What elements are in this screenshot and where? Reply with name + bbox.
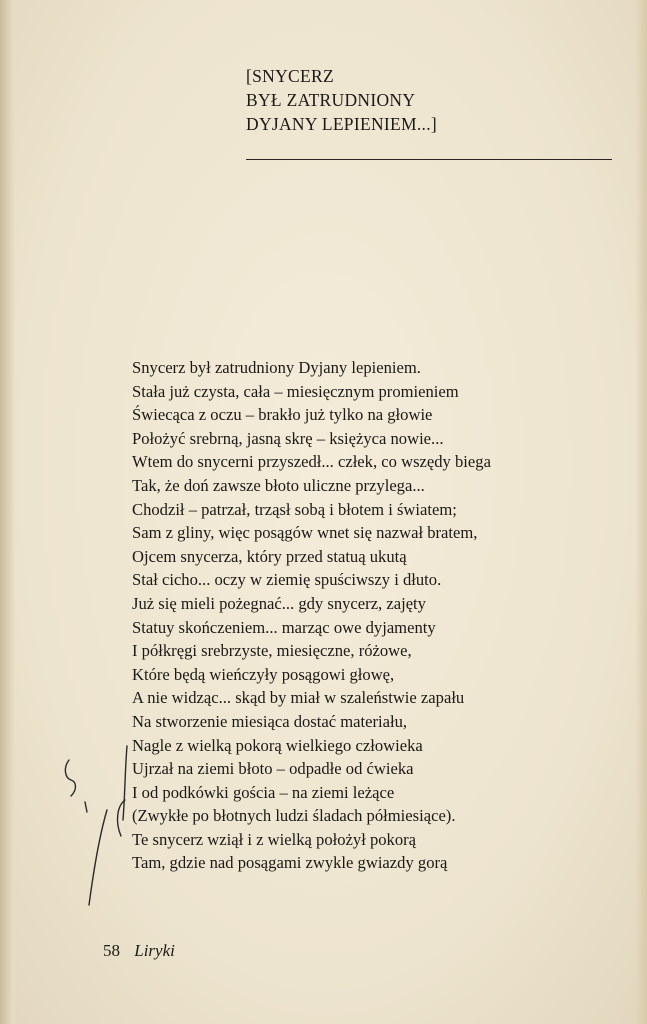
poem-line: Tam, gdzie nad posągami zwykle gwiazdy gorą [132,853,448,873]
poem-line: A nie widząc... skąd by miał w szaleństwie zapału [132,688,465,708]
poem-line: Stała już czysta, cała – miesięcznym promieniem [132,381,459,401]
poem-line: (Zwykłe po błotnych ludzi śladach półmiesiące). [132,806,456,826]
title-line: [SNYCERZ [246,66,334,86]
poem-line: Położyć srebrną, jasną skrę – księżyca nowie... [132,428,444,448]
page-gutter [0,0,16,1024]
poem-line: Tak, że doń zawsze błoto uliczne przylega... [132,475,425,495]
poem-line: Świecąca z oczu – brakło już tylko na głowie [132,405,433,425]
poem-line: Te snycerz wziął i z wielką położył pokorą [132,829,417,849]
poem-line: Snycerz był zatrudniony Dyjany lepieniem. [132,358,421,377]
poem-line: I od podkówki gościa – na ziemi leżące [132,782,395,802]
title-line: DYJANY LEPIENIEM...] [246,114,438,134]
poem-line: Stał cicho... oczy w ziemię spuściwszy i dłuto. [132,570,442,590]
pencil-slash-mark [89,810,107,905]
poem-line: Sam z gliny, więc posągów wnet się nazwał bratem, [132,523,478,543]
page-footer [103,941,175,961]
title-line: BYŁ ZATRUDNIONY [246,90,416,110]
page-edge [635,0,647,1024]
poem-line: Ojcem snycerza, który przed statuą ukutą [132,546,407,566]
poem-line: Które będą wieńczyły posągowi głowę, [132,664,395,684]
poem-line: Ujrzał na ziemi błoto – odpadłe od ćwieka [132,759,414,779]
pencil-curl-mark [65,760,75,796]
section-title: Liryki [134,941,175,960]
pencil-margin-marks [55,740,145,920]
pencil-bracket [123,746,127,820]
poem-line: Statuy skończeniem... marząc owe dyjamenty [132,617,436,637]
title-divider [246,159,612,160]
poem-line: I półkręgi srebrzyste, miesięczne, różowe, [132,641,412,661]
pencil-tick-mark [85,802,87,812]
poem-line: Już się mieli pożegnać... gdy snycerz, zajęty [132,593,426,613]
poem-line: Wtem do snycerni przyszedł... człek, co wszędy biega [132,452,491,472]
page-number: 58 [103,941,120,960]
poem-line: Chodził – patrzał, trząsł sobą i błotem i światem; [132,499,457,519]
poem-line: Na stworzenie miesiąca dostać materiału, [132,711,408,731]
poem-title [246,64,437,136]
poem-line: Nagle z wielką pokorą wielkiego człowieka [132,735,423,755]
poem-body [132,356,491,875]
